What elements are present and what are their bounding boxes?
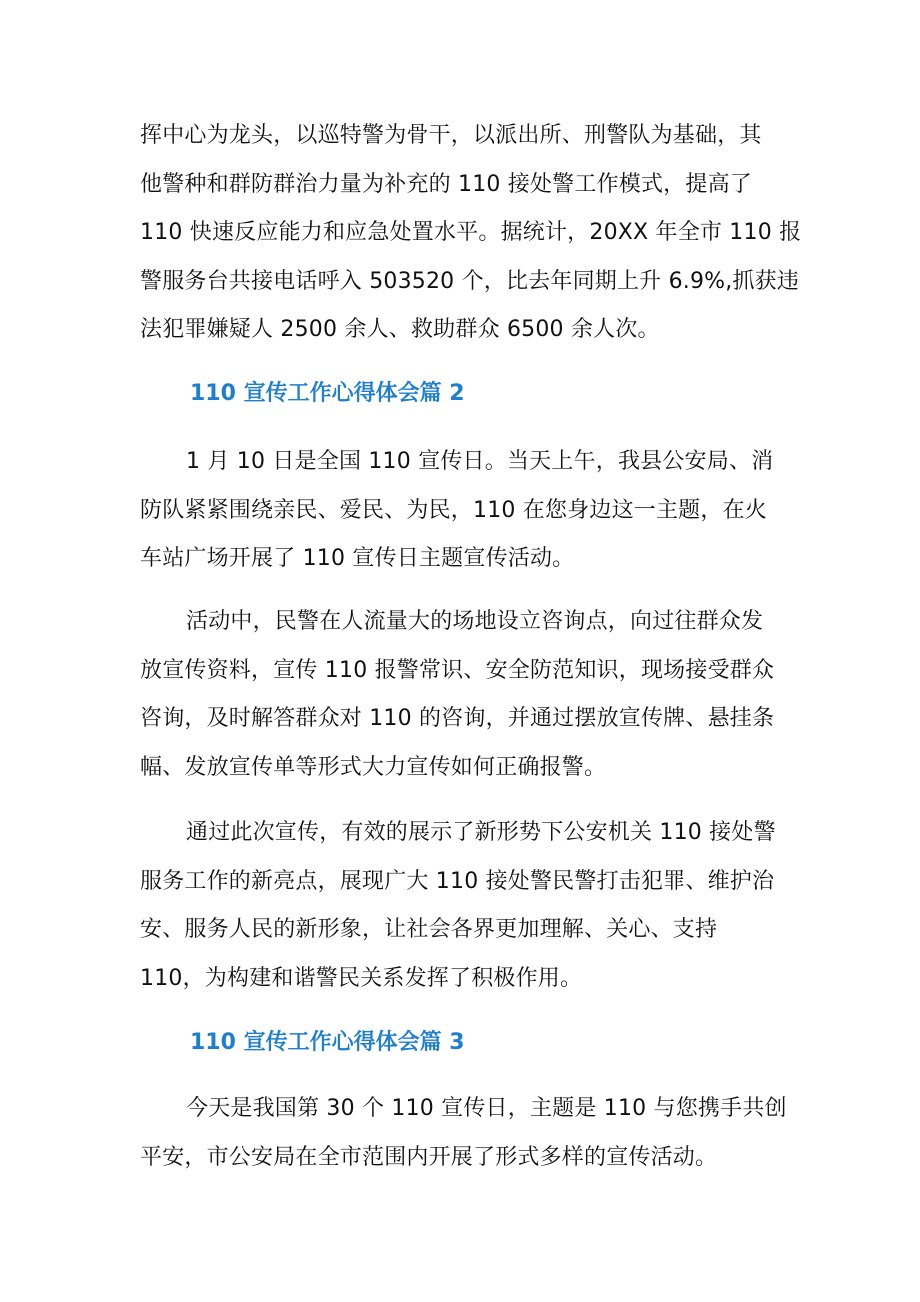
paragraph-line: 法犯罪嫌疑人 2500 余人、救助群众 6500 余人次。: [140, 317, 660, 342]
paragraph-line: 他警种和群防群治力量为补充的 110 接处警工作模式，提高了: [140, 171, 752, 197]
paragraph-1: [140, 112, 802, 355]
paragraph-4: [140, 809, 788, 1003]
section-heading-3: 110 宣传工作心得体会篇 3: [190, 1030, 465, 1055]
paragraph-line: 110 快速反应能力和应急处置水平。据统计，20XX 年全市 110 报: [140, 220, 802, 245]
paragraph-line: 车站广场开展了 110 宣传日主题宣传活动。: [140, 546, 575, 571]
paragraph-line: 110，为构建和谐警民关系发挥了积极作用。: [140, 965, 583, 991]
paragraph-line: 1 月 10 日是全国 110 宣传日。当天上午，我县公安局、消: [186, 449, 774, 474]
paragraph-line: 今天是我国第 30 个 110 宣传日，主题是 110 与您携手共创: [186, 1096, 787, 1121]
paragraph-line: 通过此次宣传，有效的展示了新形势下公安机关 110 接处警: [186, 820, 776, 845]
paragraph-line: 幅、发放宣传单等形式大力宣传如何正确报警。: [140, 754, 607, 780]
paragraph-line: 服务工作的新亮点，展现广大 110 接处警民警打击犯罪、维护治: [140, 868, 775, 894]
paragraph-line: 平安，市公安局在全市范围内开展了形式多样的宣传活动。: [140, 1144, 718, 1170]
paragraph-2: [140, 438, 788, 584]
paragraph-5: [140, 1085, 788, 1182]
paragraph-line: 防队紧紧围绕亲民、爱民、为民，110 在您身边这一主题，在火: [140, 497, 767, 523]
paragraph-line: 安、服务人民的新形象，让社会各界更加理解、关心、支持: [140, 917, 718, 942]
paragraph-line: 挥中心为龙头，以巡特警为骨干，以派出所、刑警队为基础，其: [140, 123, 762, 148]
paragraph-line: 活动中，民警在人流量大的场地设立咨询点，向过往群众发: [186, 609, 764, 634]
paragraph-3: [140, 598, 788, 792]
paragraph-line: 咨询，及时解答群众对 110 的咨询，并通过摆放宣传牌、悬挂条: [140, 706, 775, 731]
section-heading-2: 110 宣传工作心得体会篇 2: [190, 381, 465, 406]
paragraph-line: 放宣传资料，宣传 110 报警常识、安全防范知识，现场接受群众: [140, 657, 775, 683]
paragraph-line: 警服务台共接电话呼入 503520 个，比去年同期上升 6.9%,抓获违: [140, 268, 800, 294]
